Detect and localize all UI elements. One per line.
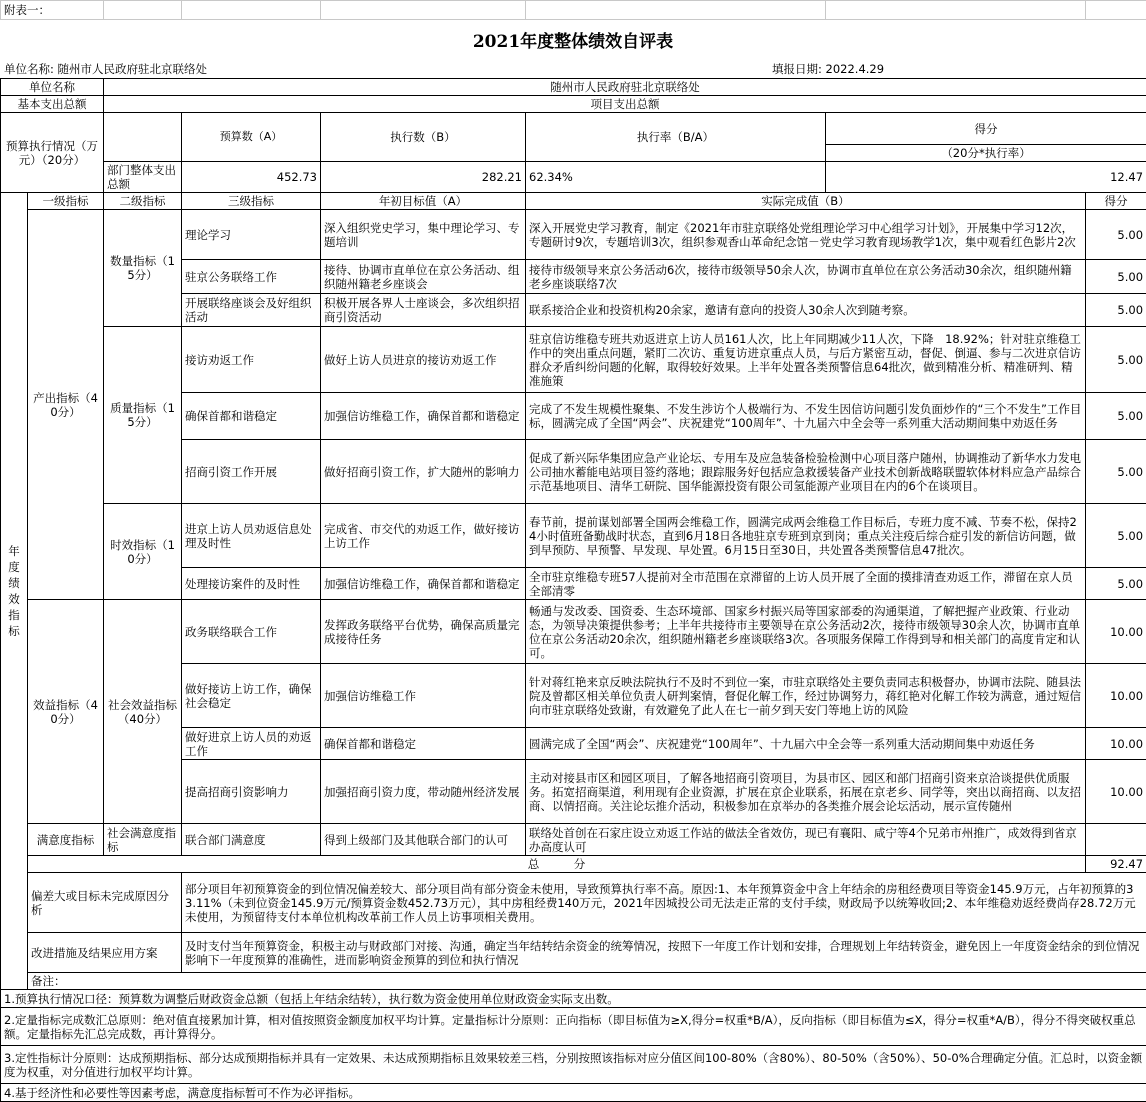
l3-cell: 确保首都和谐稳定 [182,393,321,440]
l3-cell: 接访劝返工作 [182,327,321,393]
target-cell: 加强信访维稳工作 [321,664,526,728]
header-score: 得分 [1086,193,1146,210]
col-budget: 预算数（A） [182,113,321,162]
l3-cell: 驻京公务联络工作 [182,260,321,294]
l3-cell: 做好进京上访人员的劝返工作 [182,728,321,760]
note-item: 4.基于经济性和必要性等因素考虑，满意度指标暂可不作为必评指标。 [1,1084,1146,1102]
header-actual: 实际完成值（B） [526,193,1086,210]
col-rate: 执行率（B/A） [526,113,826,162]
target-cell: 加强招商引资力度，带动随州经济发展 [321,760,526,824]
evaluation-table [0,78,1146,1102]
total-row [1,856,1146,873]
year-indicator-label: 年度绩效指标 [1,193,28,990]
target-cell: 完成省、市交代的劝返工作，做好接访上访工作 [321,504,526,568]
project-expense-label: 项目支出总额 [104,96,1146,113]
output-indicator-label: 产出指标（40分） [28,210,104,600]
score-cell: 10.00 [1086,760,1146,824]
timeliness-indicator-label: 时效指标（10分） [104,504,182,600]
target-cell: 加强信访维稳工作，确保首都和谐稳定 [321,568,526,600]
header-l2: 二级指标 [104,193,182,210]
budget-value: 452.73 [182,162,321,193]
actual-cell: 接待市级领导来京公务活动6次，接待市级领导50余人次，协调市直单位在京公务活动30余次，组织随州籍老乡座谈联络7次 [526,260,1086,294]
sheet-header-label: 附表一： [1,1,104,20]
target-cell: 确保首都和谐稳定 [321,728,526,760]
info-bar [0,61,1146,78]
table-row [1,600,1146,664]
score-cell: 5.00 [1086,504,1146,568]
target-cell: 得到上级部门及其他联合部门的认可 [321,824,526,856]
table-row [1,504,1146,568]
header-l1: 一级指标 [28,193,104,210]
actual-cell: 圆满完成了全国“两会”、庆祝建党“100周年”、十九届六中全会等一系列重大活动期间集中劝返任务 [526,728,1086,760]
score-cell [1086,824,1146,856]
improvement-row [1,933,1146,973]
actual-cell: 全市驻京维稳专班57人提前对全市范围在京滞留的上访人员开展了全面的摸排清查劝返工作，滞留在京人员全部清零 [526,568,1086,600]
benefit-indicator-label: 效益指标（40分） [28,600,104,824]
score-cell: 5.00 [1086,440,1146,504]
social-benefit-indicator-label: 社会效益指标（40分） [104,600,182,824]
score-cell: 5.00 [1086,210,1146,260]
sheet-header-row [0,0,1146,20]
target-cell: 发挥政务联络平台优势，确保高质量完成接待任务 [321,600,526,664]
score-cell: 10.00 [1086,664,1146,728]
target-cell: 深入组织党史学习，集中理论学习、专题培训 [321,210,526,260]
score-cell: 5.00 [1086,327,1146,393]
table-row [1,327,1146,393]
satisfaction-indicator-label: 满意度指标 [28,824,104,856]
target-cell: 做好招商引资工作，扩大随州的影响力 [321,440,526,504]
budget-score-value: 12.47 [826,162,1146,193]
fill-date-label: 填报日期: 2022.4.29 [772,61,884,78]
quality-indicator-label: 质量指标（15分） [104,327,182,504]
score-formula: （20分*执行率） [826,145,1146,162]
deviation-label: 偏差大或目标未完成原因分析 [28,873,182,933]
unit-row-value: 随州市人民政府驻北京联络处 [104,79,1146,96]
actual-cell: 畅通与发改委、国资委、生态环境部、国家乡村振兴局等国家部委的沟通渠道，了解把握产业政策、行业动态，为领导决策提供参考；上半年共接待市主要领导在京公务活动2次，接待市级领导30余人次，协调市直单位在京公务活动20余次，组织随州籍老乡座谈联络3次。各项服务保障工作得到导和相关部门的高度肯定和认可。 [526,600,1086,664]
page-title: 2021年度整体绩效自评表 [0,24,1146,60]
actual-cell: 深入开展党史学习教育，制定《2021年市驻京联络处党组理论学习中心组学习计划》，开展集中学习12次，专题研讨9次，专题培训3次，组织参观香山革命纪念馆－党史学习教育现场教学1次，集中观看红色影片2次 [526,210,1086,260]
l3-cell: 做好接访上访工作，确保社会稳定 [182,664,321,728]
l3-cell: 政务联络联合工作 [182,600,321,664]
target-cell: 做好上访人员进京的接访劝返工作 [321,327,526,393]
score-cell: 10.00 [1086,600,1146,664]
notes-label: 备注： [28,973,1146,990]
score-cell: 5.00 [1086,568,1146,600]
l3-cell: 招商引资工作开展 [182,440,321,504]
score-cell: 10.00 [1086,728,1146,760]
actual-cell: 针对蒋红艳来京反映法院执行不及时不到位一案，市驻京联络处主要负责同志积极督办，协调市法院、随县法院及曾都区相关单位负责人研判案情，督促化解工作，经过协调努力，蒋红艳对化解工作较为满意，通过短信向市驻京联络处致谢，有效避免了此人在七一前夕到天安门等地上访的风险 [526,664,1086,728]
score-cell: 5.00 [1086,393,1146,440]
budget-execution-label: 预算执行情况（万元）（20分） [1,113,104,193]
rate-value: 62.34% [526,162,826,193]
col-score: 得分 [826,113,1146,145]
basic-expense-label: 基本支出总额 [1,96,104,113]
l3-cell: 理论学习 [182,210,321,260]
unit-name-label: 单位名称: 随州市人民政府驻北京联络处 [4,61,207,78]
header-target: 年初目标值（A） [321,193,526,210]
total-label: 总 分 [28,856,1086,873]
improvement-label: 改进措施及结果应用方案 [28,933,182,973]
note-item: 2.定量指标完成数汇总原则：绝对值直接累加计算，相对值按照资金额度加权平均计算。定量指标计分原则：正向指标（即目标值为≥X,得分=权重*B/A），反向指标（即目标值为≤X，得分=权重*A/B），得分不得突破权重总额。定量指标先汇总完成数，再计算得分。 [1,1008,1146,1046]
l3-cell: 联合部门满意度 [182,824,321,856]
actual-cell: 促成了新兴际华集团应急产业论坛、专用车及应急装备检验检测中心项目落户随州，协调推动了新华水力发电公司抽水蓄能电站项目签约落地；跟踪服务好包括应急救援装备产业技术创新战略联盟软体材料应急产品综合示范基地项目、清华工研院、国华能源投资有限公司氢能源产业项目在内的6个在谈项目。 [526,440,1086,504]
social-satisfaction-label: 社会满意度指标 [104,824,182,856]
actual-cell: 主动对接县市区和园区项目，了解各地招商引资项目，为县市区、园区和部门招商引资来京洽谈提供优质服务。拓宽招商渠道，利用现有企业资源，扩展在京企业联系，拓展在京老乡、同学等，突出以商招商、以友招商、以情招商。关注论坛推介活动，积极参加在京举办的各类推介展会论坛活动，展示宣传随州 [526,760,1086,824]
actual-cell: 完成了不发生规模性聚集、不发生涉访个人极端行为、不发生因信访问题引发负面炒作的“三个不发生”工作目标，圆满完成了全国“两会”、庆祝建党“100周年”、十九届六中全会等一系列重大活动期间集中劝返任务 [526,393,1086,440]
target-cell: 接待、协调市直单位在京公务活动、组织随州籍老乡座谈会 [321,260,526,294]
total-value: 92.47 [1086,856,1146,873]
budget-blank [104,113,182,162]
score-cell: 5.00 [1086,294,1146,327]
target-cell: 加强信访维稳工作，确保首都和谐稳定 [321,393,526,440]
actual-cell: 联系接洽企业和投资机构20余家，邀请有意向的投资人30余人次到随考察。 [526,294,1086,327]
note-item: 1.预算执行情况口径：预算数为调整后财政资金总额（包括上年结余结转），执行数为资金使用单位财政资金实际支出数。 [1,990,1146,1008]
col-exec: 执行数（B） [321,113,526,162]
note-item: 3.定性指标计分原则：达成预期指标、部分达成预期指标并具有一定效果、未达成预期指标且效果较差三档，分别按照该指标对应分值区间100-80%（含80%）、80-50%（含50%）、50-0%合理确定分值。汇总时，以资金额度为权重，对分值进行加权平均计算。 [1,1046,1146,1084]
actual-cell: 春节前，提前谋划部署全国两会维稳工作，圆满完成两会维稳工作目标后，专班力度不减、节奏不松，保持24小时值班备勤战时状态，直到6月18日各地驻京专班到京到岗；重点关注疫后综合症引发的新信访问题，做到早预防、早预警、早发现、早处置。6月15日至30日，共处置各类预警信息47批次。 [526,504,1086,568]
l3-cell: 处理接访案件的及时性 [182,568,321,600]
actual-cell: 联络处首创在石家庄设立劝返工作站的做法全省效仿，现已有襄阳、咸宁等4个兄弟市州推广，成效得到省京办高度认可 [526,824,1086,856]
budget-row-label: 部门整体支出总额 [104,162,182,193]
unit-row-label: 单位名称 [1,79,104,96]
actual-cell: 驻京信访维稳专班共劝返进京上访人员161人次，比上年同期减少11人次，下降 18.92%；针对驻京维稳工作中的突出重点问题，紧盯二次访、重复访进京重点人员，与后方紧密互动，督促、倒逼、参与二次进京信访群众矛盾纠纷问题的化解，取得较好效果。上半年处置各类预警信息64批次，做到精准分析、精准研判、精准施策 [526,327,1086,393]
l3-cell: 提高招商引资影响力 [182,760,321,824]
quantity-indicator-label: 数量指标（15分） [104,210,182,327]
improvement-text: 及时支付当年预算资金，积极主动与财政部门对接、沟通，确定当年结转结余资金的统筹情况，按照下一年度工作计划和安排，合理规划上年结转资金，避免因上一年度资金结余的到位情况影响下一年度预算的准确性，进而影响资金预算的到位和执行情况 [182,933,1146,973]
deviation-row [1,873,1146,933]
l3-cell: 进京上访人员劝返信息处理及时性 [182,504,321,568]
header-l3: 三级指标 [182,193,321,210]
target-cell: 积极开展各界人士座谈会，多次组织招商引资活动 [321,294,526,327]
table-row [1,824,1146,856]
score-cell: 5.00 [1086,260,1146,294]
deviation-text: 部分项目年初预算资金的到位情况偏差较大、部分项目尚有部分资金未使用，导致预算执行率不高。原因:1、本年预算资金中含上年结余的房租经费项目等资金145.9万元，占年初预算的33.11%（未到位资金145.9万元/预算资金数452.73万元），其中房租经费140万元，2021年因城投公司无法走正常的支付手续，财政局予以统筹收回;2、本年维稳劝返经费尚存28.72万元未使用，为预留待支付本单位机构改革前工作人员上访事项相关费用。 [182,873,1146,933]
table-row [1,210,1146,260]
l3-cell: 开展联络座谈会及好组织活动 [182,294,321,327]
exec-value: 282.21 [321,162,526,193]
